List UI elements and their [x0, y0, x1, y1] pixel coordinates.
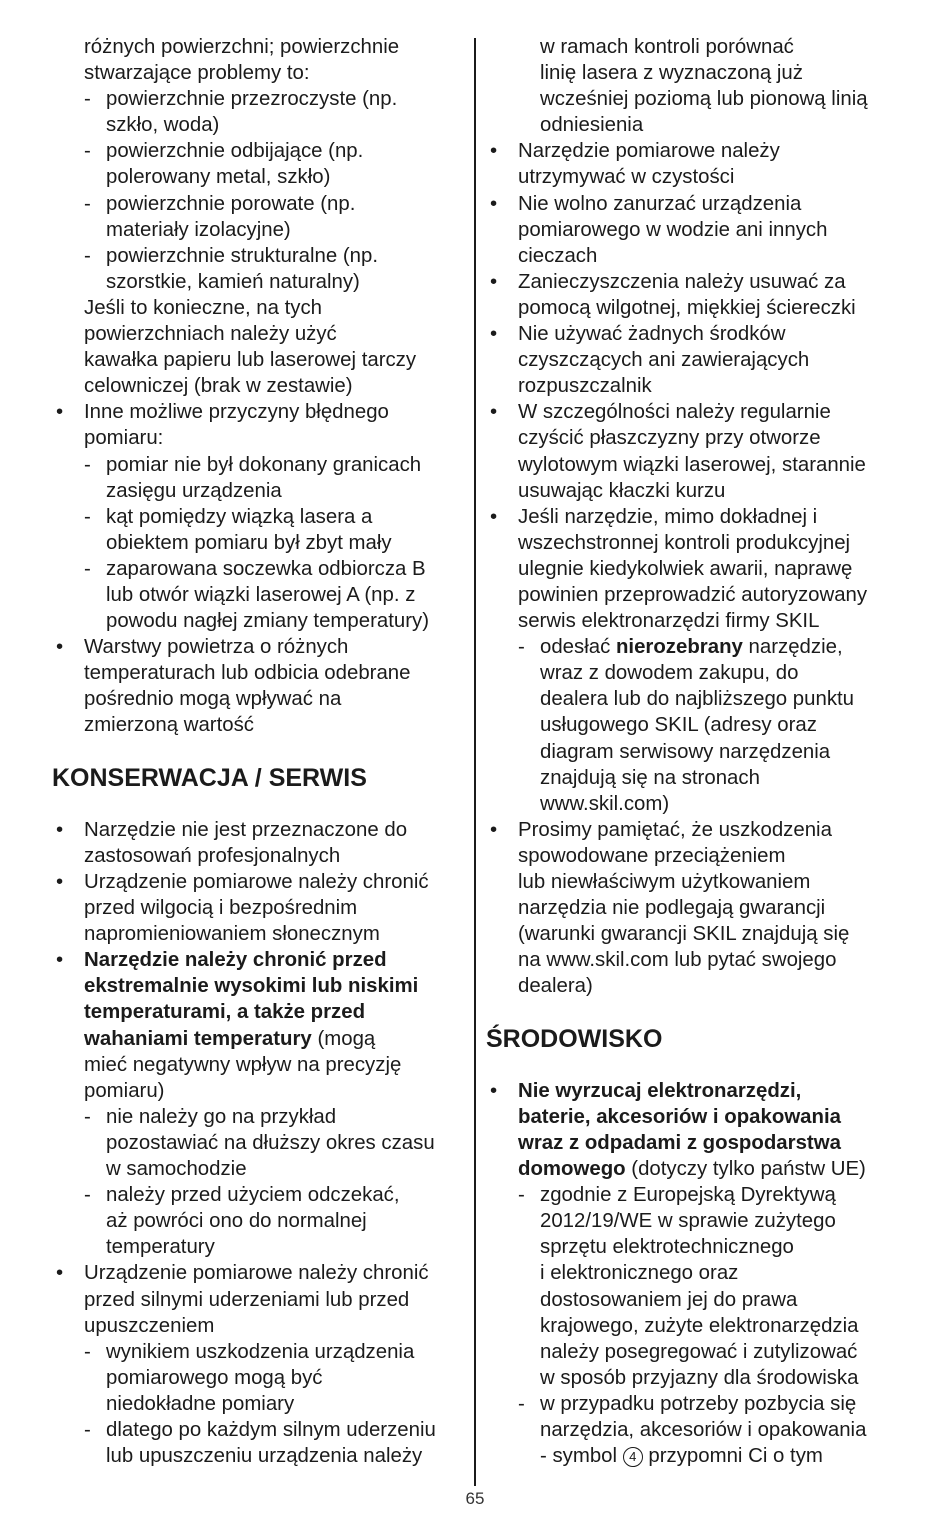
text-run: celowniczej (brak w zestawie) [84, 375, 353, 398]
service-bullet [486, 582, 904, 608]
disposal-item [486, 1339, 904, 1365]
text-run: w przypadku potrzeby pozbycia się [540, 1392, 857, 1415]
text-run: powierzchniach należy użyć [84, 323, 337, 346]
note-line [52, 295, 466, 321]
service-bullet [486, 373, 904, 399]
maintenance-bullet [52, 843, 466, 869]
text-run: różnych powierzchni; powierzchnie [84, 36, 400, 58]
text-run: Narzędzie nie jest przeznaczone do [84, 818, 408, 841]
page-number: 65 [465, 1489, 485, 1508]
text-run: dealera) [518, 975, 593, 998]
text-run: zaparowana soczewka odbiorcza B [106, 557, 426, 580]
text-run: i elektronicznego oraz [540, 1262, 739, 1285]
warranty-bullet [486, 895, 904, 921]
text-run: ekstremalnie wysokimi lub niskimi [84, 975, 419, 998]
text-run: lub niewłaściwym użytkowaniem [518, 871, 811, 893]
dash-marker: - [518, 1184, 525, 1207]
service-bullet [486, 269, 904, 295]
cause-item [52, 608, 466, 634]
surface-item [52, 269, 466, 295]
text-run: Nie wolno zanurzać urządzenia [518, 192, 802, 215]
bullet-marker: • [56, 636, 64, 659]
dash-marker: - [84, 453, 91, 476]
service-item [486, 791, 904, 817]
intro-line [52, 34, 466, 60]
text-run: przypomni Ci o tym [642, 1445, 823, 1468]
dash-marker: - [518, 636, 525, 659]
disposal-item [486, 1365, 904, 1391]
text-run: rozpuszczalnik [518, 375, 652, 398]
dash-marker: - [84, 505, 91, 528]
text-run: przed wilgocią i bezpośrednim [84, 897, 358, 920]
dash-marker: - [84, 192, 91, 215]
disposal-bullet [486, 1078, 904, 1104]
text-run: powierzchnie porowate (np. [106, 192, 356, 215]
warranty-bullet [486, 973, 904, 999]
text-run: krajowego, zużyte elektronarzędzia [540, 1314, 859, 1337]
maintenance-heading: KONSERWACJA / SERWIS [52, 763, 367, 792]
text-run: należy posegregować i zutylizować [540, 1340, 858, 1363]
text-run: dealera lub do najbliższego punktu [540, 688, 855, 711]
bullet-marker: • [490, 270, 498, 293]
text-run: dostosowaniem jej do prawa [540, 1288, 798, 1311]
air-layers-bullet [52, 660, 466, 686]
bullet-marker: • [490, 323, 498, 346]
text-run: należy przed użyciem odczekać, [106, 1184, 400, 1207]
text-run: zastosowań profesjonalnych [84, 844, 341, 867]
service-item [486, 712, 904, 738]
text-run: Urządzenie pomiarowe należy chronić [84, 1262, 429, 1285]
text-run: ulegnie kiedykolwiek awarii, naprawę [518, 557, 853, 580]
warranty-bullet [486, 869, 904, 895]
service-bullet [486, 556, 904, 582]
text-run: (mogą [311, 1027, 376, 1050]
service-item [486, 686, 904, 712]
dash-marker: - [84, 1105, 91, 1128]
shock-item [52, 1391, 466, 1417]
text-run: powierzchnie przezroczyste (np. [106, 88, 398, 111]
text-run: pomocą wilgotnej, miękkiej ściereczki [518, 296, 856, 319]
service-bullet [486, 217, 904, 243]
text-run: diagram serwisowy narzędzenia [540, 740, 831, 763]
shock-item [52, 1417, 466, 1443]
text-run: czyszczących ani zawierających [518, 349, 810, 372]
text-run: temperaturami, a także przed [84, 1001, 366, 1024]
bullet-marker: • [490, 192, 498, 215]
disposal-item [486, 1443, 904, 1469]
service-bullet [486, 478, 904, 504]
text-run: pomiaru: [84, 427, 164, 450]
text-run: 2012/19/WE w sprawie zużytego [540, 1210, 836, 1233]
text-run: powodu nagłej zmiany temperatury) [106, 610, 430, 633]
disposal-item [486, 1234, 904, 1260]
service-bullet [486, 243, 904, 269]
dash-marker: - [84, 1340, 91, 1363]
air-layers-bullet [52, 712, 466, 738]
text-run: zgodnie z Europejską Dyrektywą [540, 1184, 836, 1207]
text-run: szkło, woda) [106, 114, 220, 137]
temperature-item [52, 1104, 466, 1130]
text-run: www.skil.com) [540, 792, 670, 815]
shock-bullet [52, 1260, 466, 1286]
bullet-marker: • [490, 140, 498, 163]
text-run: temperaturach lub odbicia odebrane [84, 662, 411, 685]
cause-item [52, 452, 466, 478]
environment-heading: ŚRODOWISKO [486, 1024, 663, 1053]
air-layers-bullet [52, 634, 466, 660]
bullet-marker: • [56, 871, 64, 893]
service-bullet [486, 399, 904, 425]
text-run: Nie używać żadnych środków [518, 323, 786, 346]
continued-line [486, 34, 904, 60]
temperature-bullet [52, 973, 466, 999]
cause-item [52, 504, 466, 530]
service-item [486, 634, 904, 660]
text-run: przed silnymi uderzeniami lub przed [84, 1288, 410, 1311]
text-run: domowego [518, 1158, 626, 1181]
maintenance-bullet [52, 869, 466, 895]
text-run: serwis elektronarzędzi firmy SKIL [518, 610, 820, 633]
cause-item [52, 582, 466, 608]
cause-item [52, 556, 466, 582]
text-run: pomiaru) [84, 1079, 165, 1102]
text-run: Warstwy powietrza o różnych [84, 636, 349, 659]
text-run: Zanieczyszczenia należy usuwać za [518, 270, 846, 293]
service-bullet [486, 504, 904, 530]
disposal-item [486, 1287, 904, 1313]
temperature-bullet [52, 999, 466, 1025]
text-run: niedokładne pomiary [106, 1392, 295, 1415]
surface-item [52, 164, 466, 190]
text-run: usuwając kłaczki kurzu [518, 479, 726, 502]
text-run: wraz z odpadami z gospodarstwa [518, 1131, 841, 1154]
text-run: aż powróci ono do normalnej [106, 1210, 367, 1233]
service-bullet [486, 164, 904, 190]
service-bullet [486, 425, 904, 451]
spacer [486, 999, 904, 1025]
surface-item [52, 243, 466, 269]
service-item [486, 660, 904, 686]
disposal-item [486, 1260, 904, 1286]
service-bullet [486, 530, 904, 556]
service-bullet [486, 295, 904, 321]
surface-item [52, 112, 466, 138]
dash-marker: - [84, 140, 91, 163]
text-run: dlatego po każdym silnym uderzeniu [106, 1418, 436, 1441]
text-run: powierzchnie strukturalne (np. [106, 244, 379, 267]
text-run: spowodowane przeciążeniem [518, 844, 786, 867]
text-run: szorstkie, kamień naturalny) [106, 270, 360, 293]
bullet-marker: • [56, 818, 64, 841]
disposal-item [486, 1313, 904, 1339]
warranty-bullet [486, 843, 904, 869]
surface-item [52, 217, 466, 243]
text-run: - symbol [540, 1445, 623, 1468]
text-run: linię lasera z wyznaczoną już [540, 62, 803, 85]
cause-item [52, 530, 466, 556]
service-bullet [486, 321, 904, 347]
air-layers-bullet [52, 686, 466, 712]
text-run: czyścić płaszczyzny przy otworze [518, 427, 821, 450]
temperature-item [52, 1208, 466, 1234]
text-run: pośrednio mogą wpływać na [84, 688, 342, 711]
text-run: narzędzia nie podlegają gwarancji [518, 897, 826, 920]
text-run: obiektem pomiaru był zbyt mały [106, 531, 392, 554]
continued-line [486, 112, 904, 138]
disposal-bullet [486, 1130, 904, 1156]
text-run: upuszczeniem [84, 1314, 215, 1337]
text-run: zmierzoną wartość [84, 714, 254, 737]
temperature-item [52, 1234, 466, 1260]
text-run: narzędzie, [742, 636, 843, 659]
continued-line [486, 86, 904, 112]
text-run: Prosimy pamiętać, że uszkodzenia [518, 818, 832, 841]
shock-bullet [52, 1287, 466, 1313]
text-run: powinien przeprowadzić autoryzowany [518, 583, 868, 606]
dash-marker: - [84, 557, 91, 580]
cause-bullet [52, 425, 466, 451]
intro-line [52, 60, 466, 86]
cause-bullet [52, 399, 466, 425]
dash-marker: - [84, 88, 91, 111]
text-run: wylotowym wiązki laserowej, starannie [518, 453, 866, 476]
text-run: nierozebrany [615, 636, 743, 659]
text-run: lub upuszczeniu urządzenia należy [106, 1445, 423, 1468]
text-run: wynikiem uszkodzenia urządzenia [106, 1340, 415, 1363]
text-run: wraz z dowodem zakupu, do [540, 662, 799, 685]
text-run: kawałka papieru lub laserowej tarczy [84, 349, 417, 372]
text-run: w samochodzie [106, 1158, 247, 1181]
text-run: w sposób przyjazny dla środowiska [540, 1366, 859, 1389]
bullet-marker: • [56, 1262, 64, 1285]
temperature-bullet [52, 947, 466, 973]
maintenance-bullet [52, 817, 466, 843]
text-run: mieć negatywny wpływ na precyzję [84, 1053, 402, 1076]
text-run: wszechstronnej kontroli produkcyjnej [518, 531, 851, 554]
text-run: (warunki gwarancji SKIL znajdują się [518, 923, 850, 946]
text-run: odniesienia [540, 114, 644, 137]
text-run: Narzędzie pomiarowe należy [518, 140, 780, 163]
text-run: w ramach kontroli porównać [540, 36, 794, 58]
text-run: nie należy go na przykład [106, 1105, 337, 1128]
temperature-bullet [52, 1078, 466, 1104]
service-item [486, 765, 904, 791]
bullet-marker: • [490, 401, 498, 424]
text-run: baterie, akcesoriów i opakowania [518, 1105, 841, 1128]
shock-item [52, 1365, 466, 1391]
dash-marker: - [84, 1184, 91, 1207]
temperature-item [52, 1156, 466, 1182]
text-run: Jeśli narzędzie, mimo dokładnej i [518, 505, 818, 528]
continued-line [486, 60, 904, 86]
service-bullet [486, 452, 904, 478]
note-line [52, 347, 466, 373]
service-bullet [486, 191, 904, 217]
text-run: powierzchnie odbijające (np. [106, 140, 364, 163]
maintenance-bullet [52, 895, 466, 921]
text-run: materiały izolacyjne) [106, 218, 291, 241]
text-run: pomiarowego mogą być [106, 1366, 323, 1389]
text-run: Nie wyrzucaj elektronarzędzi, [518, 1079, 802, 1102]
service-bullet [486, 347, 904, 373]
bullet-marker: • [56, 949, 64, 972]
surface-item [52, 191, 466, 217]
dash-marker: - [84, 244, 91, 267]
text-run: zasięgu urządzenia [106, 479, 282, 502]
text-run: pomiar nie był dokonany granicach [106, 453, 422, 476]
text-run: kąt pomiędzy wiązką lasera a [106, 505, 373, 528]
dash-marker: - [84, 1418, 91, 1441]
surface-item [52, 86, 466, 112]
text-run: napromieniowaniem słonecznym [84, 923, 380, 946]
bullet-marker: • [490, 1079, 498, 1102]
text-run: pozostawiać na dłuższy okres czasu [106, 1131, 435, 1154]
bullet-marker: • [490, 818, 498, 841]
disposal-bullet [486, 1104, 904, 1130]
text-run: Urządzenie pomiarowe należy chronić [84, 871, 429, 893]
text-run: usługowego SKIL (adresy oraz [540, 714, 817, 737]
note-line [52, 321, 466, 347]
text-run: lub otwór wiązki laserowej A (np. z [106, 583, 416, 606]
warranty-bullet [486, 817, 904, 843]
text-run: wcześniej poziomą lub pionową linią [540, 88, 868, 111]
disposal-item [486, 1391, 904, 1417]
text-run: stwarzające problemy to: [84, 62, 310, 85]
shock-bullet [52, 1313, 466, 1339]
temperature-item [52, 1182, 466, 1208]
text-run: cieczach [518, 244, 598, 267]
text-run: (dotyczy tylko państw UE) [625, 1158, 866, 1181]
text-run: Narzędzie należy chronić przed [84, 949, 387, 972]
shock-item [52, 1443, 466, 1469]
text-run: na www.skil.com lub pytać swojego [518, 949, 837, 972]
temperature-bullet [52, 1052, 466, 1078]
temperature-item [52, 1130, 466, 1156]
service-item [486, 739, 904, 765]
spacer [52, 739, 466, 765]
maintenance-bullet [52, 921, 466, 947]
column-divider [474, 38, 476, 1486]
text-run: utrzymywać w czystości [518, 166, 735, 189]
left-column [52, 34, 466, 1469]
bullet-marker: • [56, 401, 64, 424]
right-column [486, 34, 904, 1469]
symbol-4-icon: 4 [623, 1447, 643, 1467]
text-run: pomiarowego w wodzie ani innych [518, 218, 828, 241]
service-bullet [486, 608, 904, 634]
text-run: Jeśli to konieczne, na tych [84, 296, 323, 319]
service-bullet [486, 138, 904, 164]
warranty-bullet [486, 947, 904, 973]
disposal-item [486, 1208, 904, 1234]
shock-item [52, 1339, 466, 1365]
spacer [52, 791, 466, 817]
disposal-bullet [486, 1156, 904, 1182]
text-run: Inne możliwe przyczyny błędnego [84, 401, 389, 424]
disposal-item [486, 1417, 904, 1443]
text-run: temperatury [106, 1236, 215, 1259]
text-run: narzędzia, akcesoriów i opakowania [540, 1418, 867, 1441]
text-run: sprzętu elektrotechnicznego [540, 1236, 794, 1259]
cause-item [52, 478, 466, 504]
spacer [486, 1052, 904, 1078]
temperature-bullet [52, 1026, 466, 1052]
dash-marker: - [518, 1392, 525, 1415]
surface-item [52, 138, 466, 164]
bullet-marker: • [490, 505, 498, 528]
text-run: W szczególności należy regularnie [518, 401, 831, 424]
disposal-item [486, 1182, 904, 1208]
text-run: polerowany metal, szkło) [106, 166, 331, 189]
text-run: znajdują się na stronach [540, 766, 760, 789]
text-run: wahaniami temperatury [84, 1027, 312, 1050]
text-run: odesłać [540, 636, 616, 659]
warranty-bullet [486, 921, 904, 947]
note-line [52, 373, 466, 399]
